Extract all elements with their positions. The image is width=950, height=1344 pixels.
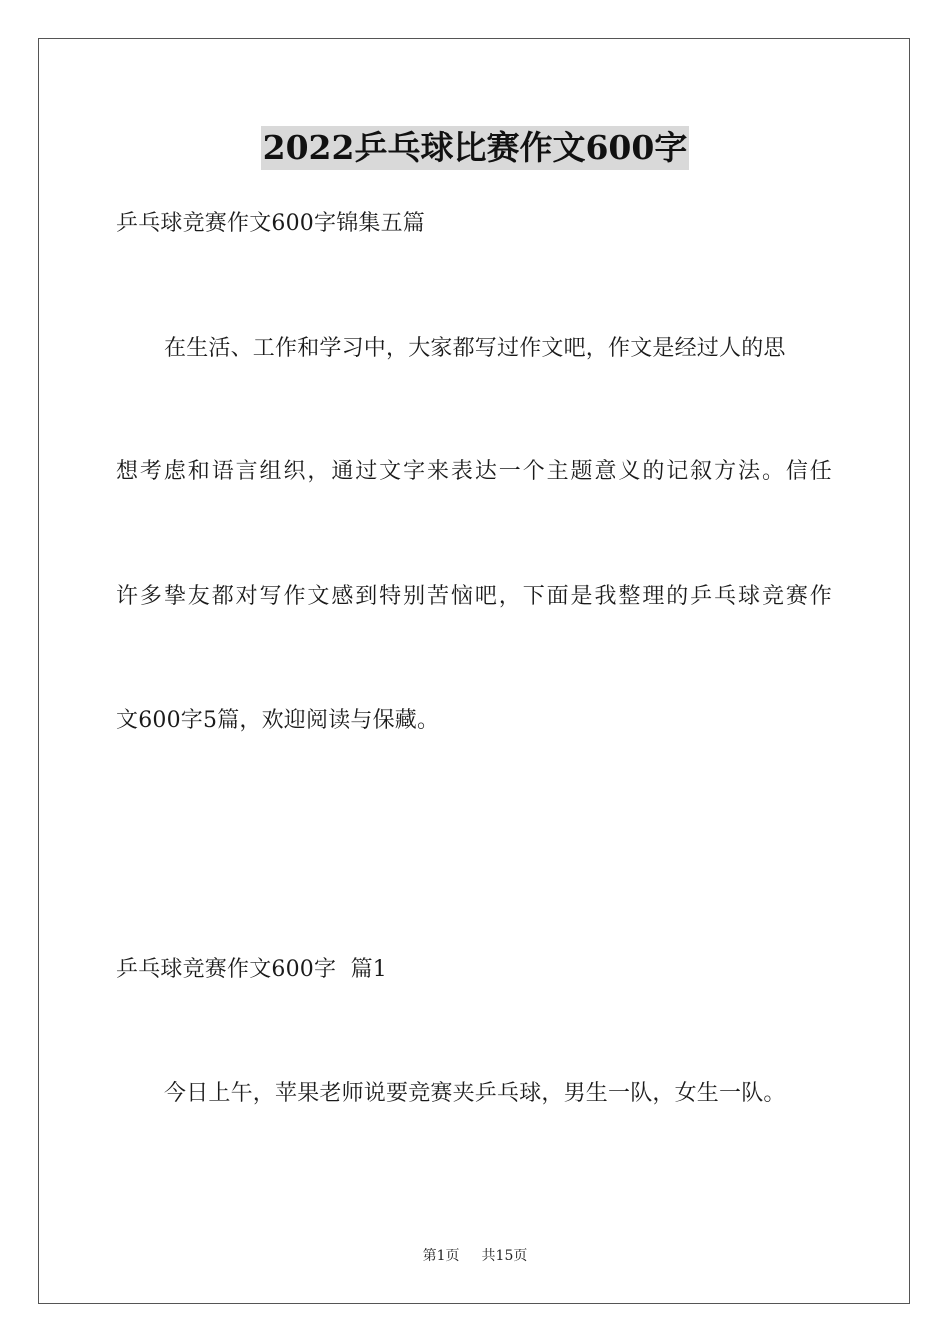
intro-line-1: 在生活、工作和学习中，大家都写过作文吧，作文是经过人的思 — [164, 336, 786, 361]
section-heading: 乒乓球竞赛作文600字 篇1 — [116, 957, 387, 982]
section-paragraph-line: 今日上午，苹果老师说要竞赛夹乒乓球，男生一队，女生一队。 — [164, 1081, 786, 1106]
document-title: 2022乒乓球比赛作文600字 — [261, 126, 690, 170]
page-number: 第1页 — [422, 1248, 460, 1264]
page-footer — [0, 1246, 950, 1266]
title-container — [0, 126, 950, 170]
intro-line-3: 许多挚友都对写作文感到特别苦恼吧，下面是我整理的乒乓球竞赛作 — [116, 584, 832, 609]
intro-line-2: 想考虑和语言组织，通过文字来表达一个主题意义的记叙方法。信任 — [116, 459, 832, 484]
page-total: 共15页 — [481, 1248, 528, 1264]
intro-line-4: 文600字5篇，欢迎阅读与保藏。 — [116, 708, 440, 733]
document-subtitle: 乒乓球竞赛作文600字锦集五篇 — [116, 211, 425, 236]
